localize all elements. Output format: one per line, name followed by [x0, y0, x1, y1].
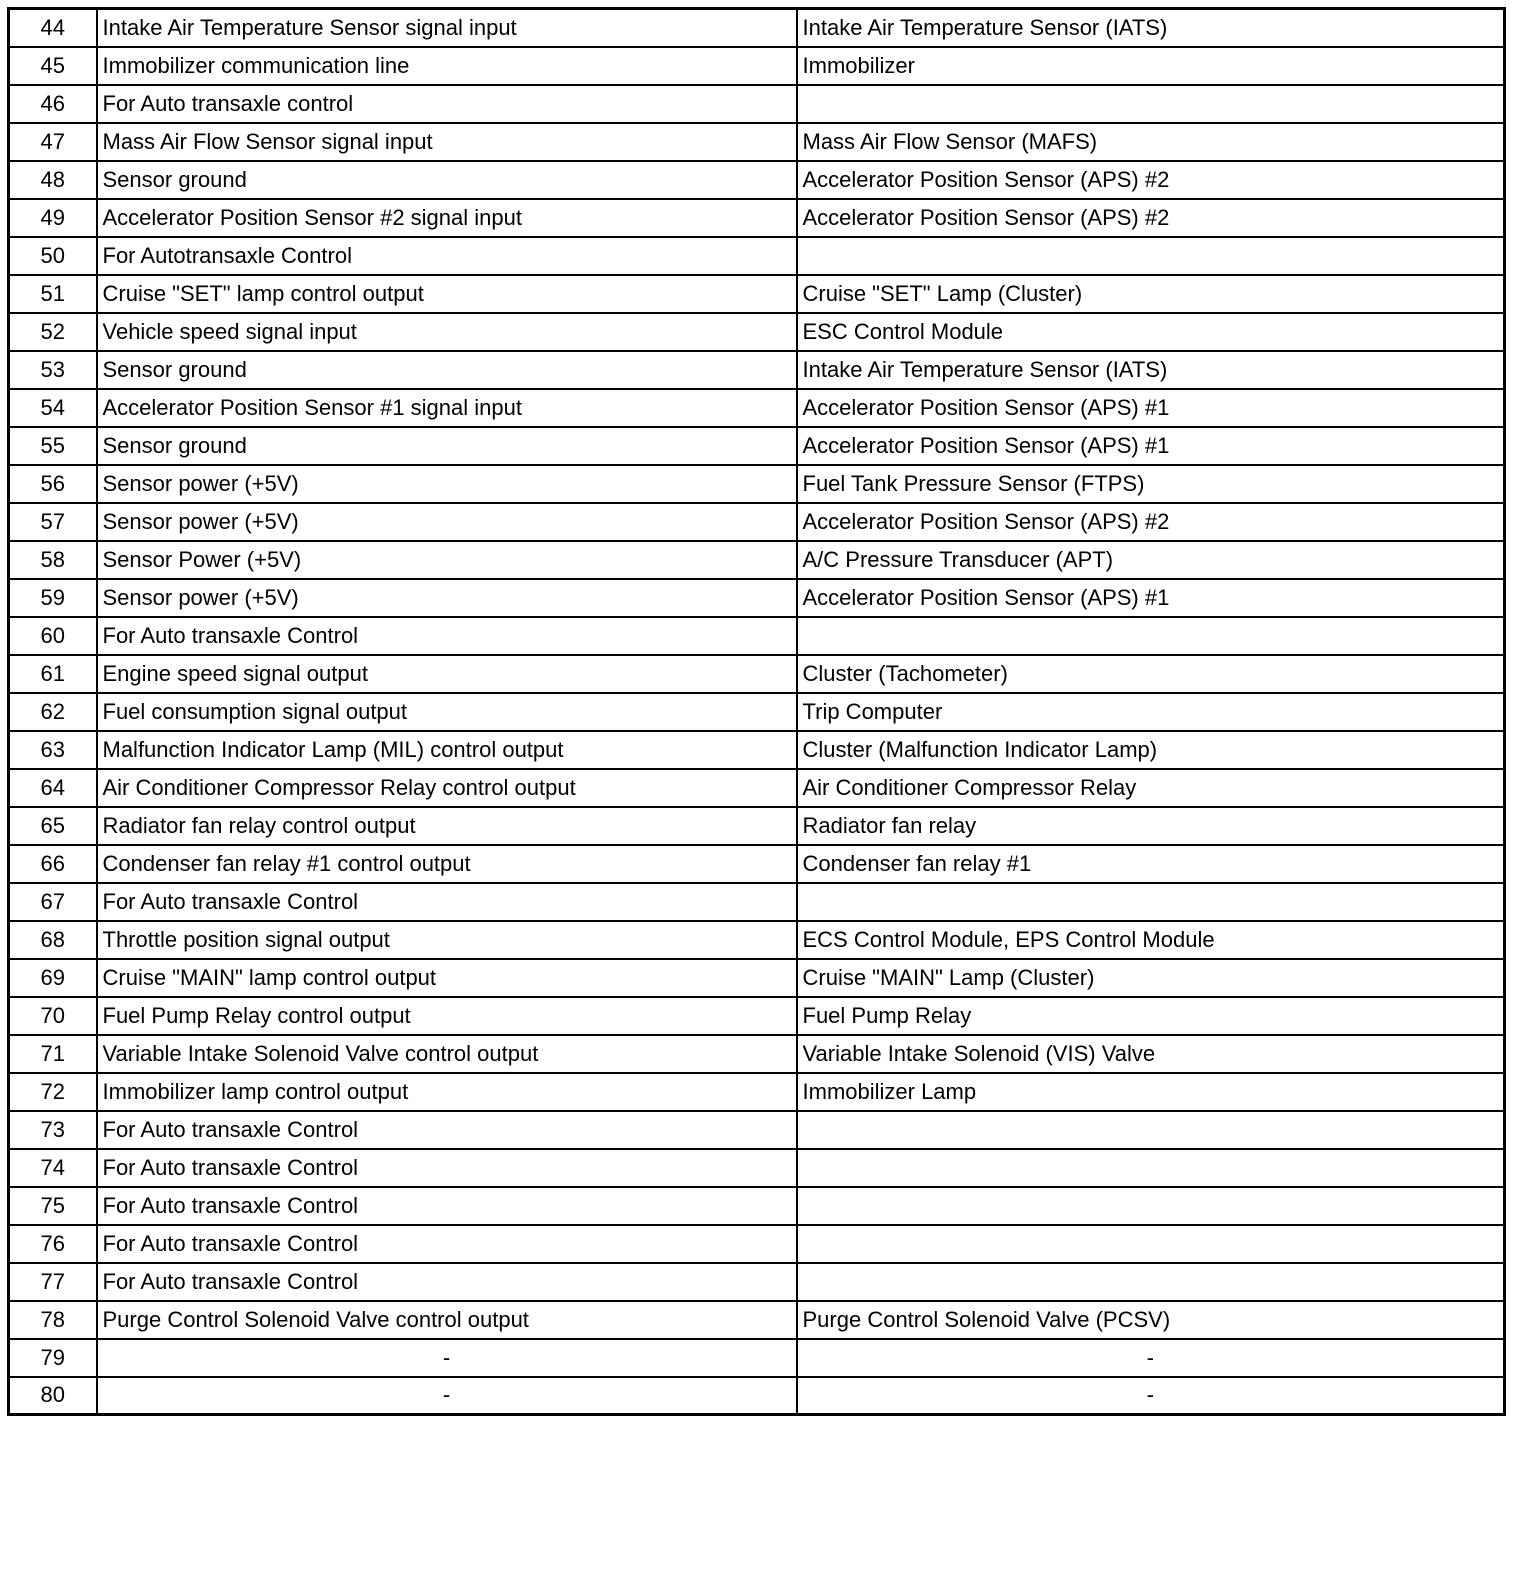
pin-description-cell: Sensor ground — [97, 351, 797, 389]
table-row — [9, 1225, 1505, 1263]
pin-description-cell: Sensor ground — [97, 161, 797, 199]
pin-description-cell: For Auto transaxle Control — [97, 1225, 797, 1263]
table-row — [9, 579, 1505, 617]
pin-connection-cell — [797, 1111, 1505, 1149]
table-row — [9, 427, 1505, 465]
pin-connection-cell: Accelerator Position Sensor (APS) #2 — [797, 161, 1505, 199]
table-row — [9, 123, 1505, 161]
pin-number-cell: 74 — [9, 1149, 97, 1187]
pin-description-cell: For Autotransaxle Control — [97, 237, 797, 275]
table-row — [9, 389, 1505, 427]
pin-description-cell: Purge Control Solenoid Valve control output — [97, 1301, 797, 1339]
pin-number-cell: 68 — [9, 921, 97, 959]
pin-table-body — [9, 9, 1505, 1415]
pin-connection-cell: Cluster (Tachometer) — [797, 655, 1505, 693]
pin-connection-cell: Variable Intake Solenoid (VIS) Valve — [797, 1035, 1505, 1073]
table-row — [9, 275, 1505, 313]
pin-description-cell: Radiator fan relay control output — [97, 807, 797, 845]
table-row — [9, 541, 1505, 579]
table-row — [9, 921, 1505, 959]
pin-description-cell: Sensor ground — [97, 427, 797, 465]
pin-description-cell: Fuel Pump Relay control output — [97, 997, 797, 1035]
table-row — [9, 199, 1505, 237]
pin-connection-cell: - — [797, 1339, 1505, 1377]
pin-connection-cell: Accelerator Position Sensor (APS) #1 — [797, 579, 1505, 617]
pin-number-cell: 71 — [9, 1035, 97, 1073]
pin-number-cell: 62 — [9, 693, 97, 731]
pin-number-cell: 56 — [9, 465, 97, 503]
pin-number-cell: 77 — [9, 1263, 97, 1301]
pin-number-cell: 65 — [9, 807, 97, 845]
pin-description-cell: Vehicle speed signal input — [97, 313, 797, 351]
pin-connection-cell: Intake Air Temperature Sensor (IATS) — [797, 9, 1505, 47]
table-row — [9, 807, 1505, 845]
pin-number-cell: 48 — [9, 161, 97, 199]
pin-description-cell: - — [97, 1377, 797, 1415]
pin-description-cell: For Auto transaxle Control — [97, 617, 797, 655]
pin-number-cell: 63 — [9, 731, 97, 769]
table-row — [9, 693, 1505, 731]
pin-number-cell: 45 — [9, 47, 97, 85]
table-row — [9, 313, 1505, 351]
pin-connection-cell: Mass Air Flow Sensor (MAFS) — [797, 123, 1505, 161]
table-row — [9, 1377, 1505, 1415]
pin-connection-cell: Condenser fan relay #1 — [797, 845, 1505, 883]
pin-number-cell: 75 — [9, 1187, 97, 1225]
pin-description-cell: For Auto transaxle Control — [97, 1111, 797, 1149]
pin-connection-cell: Intake Air Temperature Sensor (IATS) — [797, 351, 1505, 389]
pin-description-cell: Immobilizer communication line — [97, 47, 797, 85]
pin-description-cell: For Auto transaxle Control — [97, 1187, 797, 1225]
pin-number-cell: 55 — [9, 427, 97, 465]
pin-description-cell: Condenser fan relay #1 control output — [97, 845, 797, 883]
table-row — [9, 845, 1505, 883]
pin-number-cell: 59 — [9, 579, 97, 617]
pin-description-cell: For Auto transaxle Control — [97, 1263, 797, 1301]
pin-number-cell: 49 — [9, 199, 97, 237]
pin-number-cell: 64 — [9, 769, 97, 807]
pin-connection-cell — [797, 1225, 1505, 1263]
table-row — [9, 9, 1505, 47]
pin-number-cell: 57 — [9, 503, 97, 541]
table-row — [9, 237, 1505, 275]
table-row — [9, 769, 1505, 807]
pin-number-cell: 73 — [9, 1111, 97, 1149]
pin-description-cell: Sensor Power (+5V) — [97, 541, 797, 579]
pin-number-cell: 70 — [9, 997, 97, 1035]
pin-connection-cell: Accelerator Position Sensor (APS) #1 — [797, 427, 1505, 465]
pin-number-cell: 66 — [9, 845, 97, 883]
pin-number-cell: 54 — [9, 389, 97, 427]
pin-connection-cell: Fuel Tank Pressure Sensor (FTPS) — [797, 465, 1505, 503]
table-row — [9, 85, 1505, 123]
pin-connection-cell: Cruise "MAIN" Lamp (Cluster) — [797, 959, 1505, 997]
table-row — [9, 161, 1505, 199]
pin-description-cell: Engine speed signal output — [97, 655, 797, 693]
table-row — [9, 47, 1505, 85]
pin-connection-cell — [797, 883, 1505, 921]
pin-description-cell: Variable Intake Solenoid Valve control output — [97, 1035, 797, 1073]
pin-number-cell: 76 — [9, 1225, 97, 1263]
table-row — [9, 1187, 1505, 1225]
pin-connection-cell: ECS Control Module, EPS Control Module — [797, 921, 1505, 959]
pin-connection-cell — [797, 1149, 1505, 1187]
table-row — [9, 731, 1505, 769]
pin-description-cell: Mass Air Flow Sensor signal input — [97, 123, 797, 161]
pin-description-cell: Malfunction Indicator Lamp (MIL) control output — [97, 731, 797, 769]
pin-connection-cell — [797, 85, 1505, 123]
pin-description-cell: Intake Air Temperature Sensor signal input — [97, 9, 797, 47]
table-row — [9, 883, 1505, 921]
table-row — [9, 1149, 1505, 1187]
table-row — [9, 617, 1505, 655]
pin-table — [7, 7, 1506, 1416]
pin-number-cell: 58 — [9, 541, 97, 579]
pin-description-cell: Immobilizer lamp control output — [97, 1073, 797, 1111]
table-row — [9, 503, 1505, 541]
pin-connection-cell: A/C Pressure Transducer (APT) — [797, 541, 1505, 579]
pin-connection-cell: Radiator fan relay — [797, 807, 1505, 845]
pin-connection-cell: Cluster (Malfunction Indicator Lamp) — [797, 731, 1505, 769]
pin-description-cell: Sensor power (+5V) — [97, 465, 797, 503]
table-row — [9, 1073, 1505, 1111]
pin-number-cell: 72 — [9, 1073, 97, 1111]
table-row — [9, 1339, 1505, 1377]
pin-number-cell: 53 — [9, 351, 97, 389]
table-row — [9, 1263, 1505, 1301]
pin-number-cell: 51 — [9, 275, 97, 313]
pin-connection-cell — [797, 617, 1505, 655]
pin-number-cell: 69 — [9, 959, 97, 997]
pin-connection-cell: Accelerator Position Sensor (APS) #2 — [797, 503, 1505, 541]
pin-connection-cell: Trip Computer — [797, 693, 1505, 731]
pin-number-cell: 50 — [9, 237, 97, 275]
pin-connection-cell — [797, 1187, 1505, 1225]
pin-description-cell: - — [97, 1339, 797, 1377]
table-row — [9, 465, 1505, 503]
pin-description-cell: For Auto transaxle Control — [97, 883, 797, 921]
pin-connection-cell: Immobilizer — [797, 47, 1505, 85]
pin-number-cell: 46 — [9, 85, 97, 123]
pin-number-cell: 60 — [9, 617, 97, 655]
table-row — [9, 1111, 1505, 1149]
pin-connection-cell: Fuel Pump Relay — [797, 997, 1505, 1035]
pin-connection-cell: Accelerator Position Sensor (APS) #2 — [797, 199, 1505, 237]
pin-number-cell: 61 — [9, 655, 97, 693]
pin-connection-cell: Air Conditioner Compressor Relay — [797, 769, 1505, 807]
pin-number-cell: 47 — [9, 123, 97, 161]
pin-connection-cell: Cruise "SET" Lamp (Cluster) — [797, 275, 1505, 313]
pin-connection-cell — [797, 237, 1505, 275]
pin-connection-cell: Accelerator Position Sensor (APS) #1 — [797, 389, 1505, 427]
pin-description-cell: For Auto transaxle Control — [97, 1149, 797, 1187]
table-row — [9, 997, 1505, 1035]
pin-description-cell: Fuel consumption signal output — [97, 693, 797, 731]
pin-connection-cell — [797, 1263, 1505, 1301]
pin-connection-cell: ESC Control Module — [797, 313, 1505, 351]
pin-description-cell: Throttle position signal output — [97, 921, 797, 959]
pin-description-cell: Accelerator Position Sensor #2 signal input — [97, 199, 797, 237]
pin-description-cell: For Auto transaxle control — [97, 85, 797, 123]
pin-description-cell: Accelerator Position Sensor #1 signal input — [97, 389, 797, 427]
pin-number-cell: 80 — [9, 1377, 97, 1415]
pin-connection-cell: Immobilizer Lamp — [797, 1073, 1505, 1111]
table-row — [9, 1035, 1505, 1073]
table-row — [9, 655, 1505, 693]
pin-description-cell: Air Conditioner Compressor Relay control output — [97, 769, 797, 807]
pin-table-sheet — [7, 7, 1506, 1416]
pin-description-cell: Sensor power (+5V) — [97, 503, 797, 541]
pin-number-cell: 79 — [9, 1339, 97, 1377]
pin-number-cell: 67 — [9, 883, 97, 921]
pin-description-cell: Cruise "MAIN" lamp control output — [97, 959, 797, 997]
pin-connection-cell: Purge Control Solenoid Valve (PCSV) — [797, 1301, 1505, 1339]
pin-description-cell: Sensor power (+5V) — [97, 579, 797, 617]
pin-number-cell: 52 — [9, 313, 97, 351]
pin-connection-cell: - — [797, 1377, 1505, 1415]
table-row — [9, 351, 1505, 389]
pin-description-cell: Cruise "SET" lamp control output — [97, 275, 797, 313]
pin-number-cell: 78 — [9, 1301, 97, 1339]
pin-number-cell: 44 — [9, 9, 97, 47]
table-row — [9, 959, 1505, 997]
table-row — [9, 1301, 1505, 1339]
